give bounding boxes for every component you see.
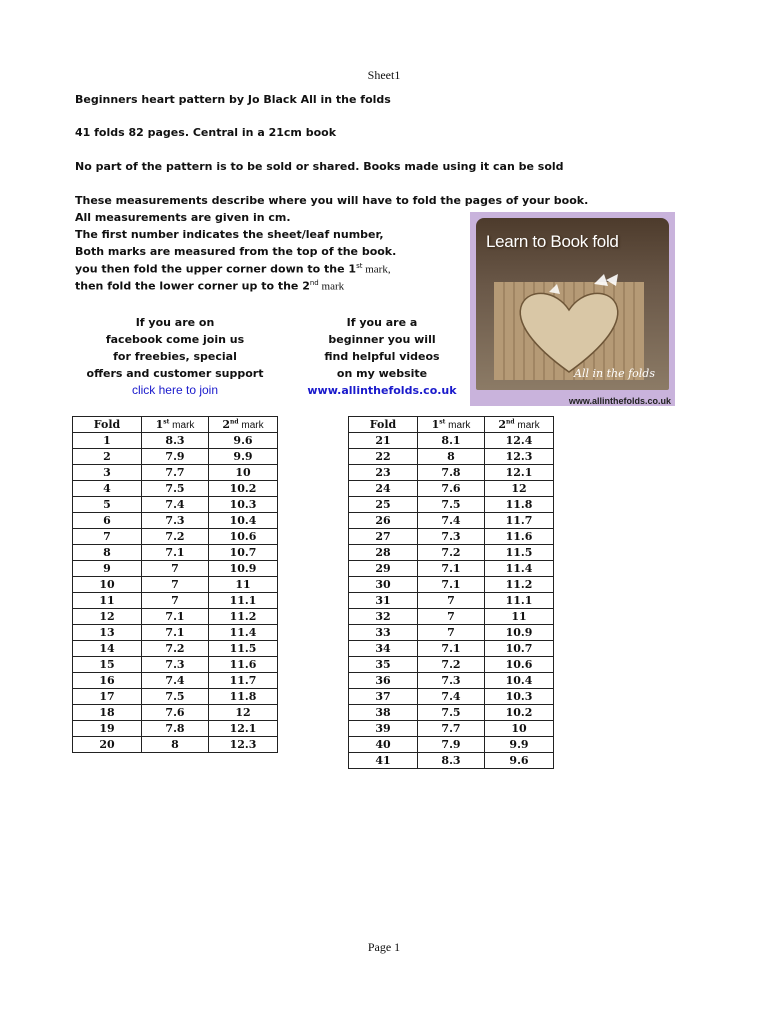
second-mark-cell: 10	[209, 465, 278, 481]
second-mark-cell: 10.7	[485, 641, 554, 657]
second-mark-cell: 11.8	[485, 497, 554, 513]
second-mark-cell: 11.6	[485, 529, 554, 545]
fold-number-cell: 17	[73, 689, 142, 705]
facebook-promo-line: If you are on	[135, 316, 215, 329]
page-number: Page 1	[367, 940, 401, 954]
table-row	[349, 721, 554, 737]
website-link[interactable]: www.allinthefolds.co.uk	[307, 384, 457, 397]
first-mark-sup: st	[163, 418, 170, 426]
second-mark-cell: 12	[209, 705, 278, 721]
website-promo-line: beginner you will	[328, 333, 436, 346]
fold-table-left-body	[73, 433, 278, 753]
fold-number-cell: 10	[73, 577, 142, 593]
first-mark-cell: 7.3	[418, 673, 485, 689]
first-mark-cell: 8.1	[418, 433, 485, 449]
fold-number-cell: 1	[73, 433, 142, 449]
fold-number-cell: 18	[73, 705, 142, 721]
second-mark-cell: 9.6	[209, 433, 278, 449]
facebook-promo-line: for freebies, special	[113, 350, 237, 363]
first-mark-cell: 8.3	[142, 433, 209, 449]
step-lower-text: then fold the lower corner up to the 2	[75, 279, 310, 293]
second-mark-column-header	[209, 417, 278, 433]
table-row	[349, 625, 554, 641]
second-mark-cell: 10	[485, 721, 554, 737]
first-mark-cell: 7	[418, 593, 485, 609]
website-promo-line: find helpful videos	[324, 350, 440, 363]
second-mark-cell: 9.9	[485, 737, 554, 753]
second-mark-cell: 9.9	[209, 449, 278, 465]
fold-table-right	[348, 416, 554, 769]
second-mark-cell: 11.4	[485, 561, 554, 577]
second-mark-num: 2	[498, 418, 507, 431]
first-mark-cell: 7.5	[418, 497, 485, 513]
table-row	[73, 465, 278, 481]
table-row	[73, 641, 278, 657]
step-upper-post: mark,	[362, 263, 391, 276]
fold-number-cell: 38	[349, 705, 418, 721]
table-row	[73, 609, 278, 625]
fold-number-cell: 40	[349, 737, 418, 753]
first-mark-cell: 7.4	[142, 497, 209, 513]
website-promo	[302, 314, 462, 399]
fold-number-cell: 28	[349, 545, 418, 561]
first-mark-cell: 8.3	[418, 753, 485, 769]
fold-number-cell: 7	[73, 529, 142, 545]
second-mark-cell: 11.2	[209, 609, 278, 625]
first-mark-cell: 7.9	[418, 737, 485, 753]
first-mark-word: mark	[445, 420, 471, 431]
first-mark-cell: 7.7	[418, 721, 485, 737]
table-row	[73, 721, 278, 737]
table-row	[73, 497, 278, 513]
second-mark-cell: 11	[209, 577, 278, 593]
table-row	[349, 513, 554, 529]
first-mark-cell: 7.4	[418, 513, 485, 529]
fold-number-cell: 2	[73, 449, 142, 465]
fold-number-cell: 31	[349, 593, 418, 609]
step-lower-sup: nd	[309, 279, 319, 287]
first-mark-cell: 7.7	[142, 465, 209, 481]
table-header-row	[73, 417, 278, 433]
second-mark-cell: 11.4	[209, 625, 278, 641]
table-row	[73, 561, 278, 577]
instruction-line: The first number indicates the sheet/leaf number,	[75, 228, 384, 241]
first-mark-column-header	[418, 417, 485, 433]
fold-table-left	[72, 416, 278, 753]
table-row	[73, 625, 278, 641]
second-mark-word: mark	[514, 420, 540, 431]
fold-number-cell: 35	[349, 657, 418, 673]
fold-number-cell: 29	[349, 561, 418, 577]
facebook-join-link[interactable]: click here to join	[131, 383, 219, 397]
table-row	[349, 545, 554, 561]
second-mark-cell: 12	[485, 481, 554, 497]
first-mark-cell: 7.1	[418, 577, 485, 593]
instruction-line: All measurements are given in cm.	[75, 211, 291, 224]
table-row	[349, 529, 554, 545]
table-row	[73, 433, 278, 449]
second-mark-cell: 11.6	[209, 657, 278, 673]
promo-image-banner: Learn to Book fold	[486, 232, 619, 251]
second-mark-cell: 12.1	[485, 465, 554, 481]
first-mark-word: mark	[169, 420, 195, 431]
table-row	[73, 705, 278, 721]
fold-column-header: Fold	[73, 417, 142, 433]
second-mark-column-header	[485, 417, 554, 433]
second-mark-cell: 11.5	[209, 641, 278, 657]
second-mark-sup: nd	[230, 418, 239, 426]
second-mark-cell: 9.6	[485, 753, 554, 769]
fold-number-cell: 15	[73, 657, 142, 673]
fold-number-cell: 23	[349, 465, 418, 481]
fold-number-cell: 3	[73, 465, 142, 481]
first-mark-cell: 7.4	[418, 689, 485, 705]
first-mark-cell: 7.9	[142, 449, 209, 465]
fold-number-cell: 14	[73, 641, 142, 657]
table-row	[349, 641, 554, 657]
fold-table-right-body	[349, 433, 554, 769]
first-mark-cell: 7	[418, 625, 485, 641]
table-row	[73, 593, 278, 609]
fold-number-cell: 36	[349, 673, 418, 689]
second-mark-cell: 12.4	[485, 433, 554, 449]
first-mark-num: 1	[431, 418, 440, 431]
website-promo-line: If you are a	[346, 316, 418, 329]
first-mark-cell: 7.1	[142, 545, 209, 561]
second-mark-cell: 10.7	[209, 545, 278, 561]
fold-number-cell: 13	[73, 625, 142, 641]
folded-book-heart-icon	[494, 262, 644, 380]
table-row	[73, 545, 278, 561]
fold-number-cell: 26	[349, 513, 418, 529]
fold-number-cell: 5	[73, 497, 142, 513]
table-row	[349, 465, 554, 481]
first-mark-cell: 7.5	[418, 705, 485, 721]
first-mark-cell: 7.1	[142, 609, 209, 625]
promo-image-script: All in the folds	[574, 367, 655, 380]
fold-number-cell: 27	[349, 529, 418, 545]
fold-column-header: Fold	[349, 417, 418, 433]
first-mark-cell: 7	[142, 561, 209, 577]
second-mark-cell: 10.6	[485, 657, 554, 673]
table-row	[349, 673, 554, 689]
second-mark-cell: 10.4	[209, 513, 278, 529]
table-row	[73, 449, 278, 465]
first-mark-cell: 7	[418, 609, 485, 625]
table-row	[349, 449, 554, 465]
first-mark-cell: 7	[142, 577, 209, 593]
fold-number-cell: 24	[349, 481, 418, 497]
second-mark-cell: 11.1	[485, 593, 554, 609]
table-row	[349, 561, 554, 577]
table-row	[349, 705, 554, 721]
first-mark-num: 1	[155, 418, 164, 431]
first-mark-cell: 7.5	[142, 689, 209, 705]
second-mark-cell: 10.2	[485, 705, 554, 721]
facebook-promo-line: offers and customer support	[86, 367, 264, 380]
first-mark-sup: st	[439, 418, 446, 426]
table-row	[349, 433, 554, 449]
fold-number-cell: 11	[73, 593, 142, 609]
fold-number-cell: 41	[349, 753, 418, 769]
first-mark-cell: 8	[418, 449, 485, 465]
table-row	[73, 673, 278, 689]
first-mark-cell: 7.4	[142, 673, 209, 689]
second-mark-cell: 11.7	[485, 513, 554, 529]
second-mark-cell: 10.9	[209, 561, 278, 577]
second-mark-cell: 11	[485, 609, 554, 625]
fold-number-cell: 21	[349, 433, 418, 449]
sheet-title: Sheet1	[367, 68, 401, 82]
table-row	[349, 593, 554, 609]
table-row	[349, 609, 554, 625]
second-mark-cell: 11.8	[209, 689, 278, 705]
second-mark-cell: 11.2	[485, 577, 554, 593]
first-mark-cell: 7.1	[142, 625, 209, 641]
first-mark-column-header	[142, 417, 209, 433]
fold-number-cell: 32	[349, 609, 418, 625]
second-mark-cell: 10.6	[209, 529, 278, 545]
fold-number-cell: 9	[73, 561, 142, 577]
table-row	[73, 529, 278, 545]
copyright-notice: No part of the pattern is to be sold or shared. Books made using it can be sold	[75, 160, 564, 173]
table-row	[349, 737, 554, 753]
pattern-title: Beginners heart pattern by Jo Black All in the folds	[75, 93, 391, 106]
first-mark-cell: 7.2	[418, 657, 485, 673]
fold-number-cell: 22	[349, 449, 418, 465]
table-row	[349, 577, 554, 593]
table-row	[73, 577, 278, 593]
second-mark-cell: 10.4	[485, 673, 554, 689]
first-mark-cell: 7.8	[418, 465, 485, 481]
table-row	[349, 657, 554, 673]
table-row	[73, 689, 278, 705]
fold-number-cell: 4	[73, 481, 142, 497]
first-mark-cell: 7.3	[418, 529, 485, 545]
table-row	[349, 481, 554, 497]
first-mark-cell: 7.3	[142, 657, 209, 673]
first-mark-cell: 7.2	[142, 641, 209, 657]
step-lower-post: mark	[318, 280, 345, 293]
instruction-step-upper	[75, 262, 391, 276]
step-upper-text: you then fold the upper corner down to the 1	[75, 262, 357, 276]
promo-image[interactable]	[470, 212, 675, 406]
second-mark-cell: 11.5	[485, 545, 554, 561]
fold-number-cell: 37	[349, 689, 418, 705]
facebook-promo-line: facebook come join us	[105, 333, 245, 346]
fold-number-cell: 39	[349, 721, 418, 737]
table-row	[349, 753, 554, 769]
first-mark-cell: 7.3	[142, 513, 209, 529]
second-mark-word: mark	[238, 420, 264, 431]
second-mark-sup: nd	[506, 418, 515, 426]
fold-number-cell: 12	[73, 609, 142, 625]
first-mark-cell: 8	[142, 737, 209, 753]
second-mark-cell: 12.3	[485, 449, 554, 465]
fold-number-cell: 16	[73, 673, 142, 689]
first-mark-cell: 7.5	[142, 481, 209, 497]
fold-number-cell: 30	[349, 577, 418, 593]
promo-image-url: www.allinthefolds.co.uk	[568, 396, 671, 406]
table-row	[73, 513, 278, 529]
second-mark-cell: 10.2	[209, 481, 278, 497]
fold-number-cell: 6	[73, 513, 142, 529]
second-mark-cell: 10.3	[209, 497, 278, 513]
folds-info: 41 folds 82 pages. Central in a 21cm book	[75, 126, 337, 139]
first-mark-cell: 7.6	[418, 481, 485, 497]
second-mark-cell: 10.3	[485, 689, 554, 705]
first-mark-cell: 7.2	[418, 545, 485, 561]
second-mark-cell: 12.3	[209, 737, 278, 753]
fold-number-cell: 8	[73, 545, 142, 561]
table-row	[73, 481, 278, 497]
first-mark-cell: 7	[142, 593, 209, 609]
fold-number-cell: 25	[349, 497, 418, 513]
first-mark-cell: 7.1	[418, 561, 485, 577]
first-mark-cell: 7.8	[142, 721, 209, 737]
fold-number-cell: 33	[349, 625, 418, 641]
fold-number-cell: 34	[349, 641, 418, 657]
step-upper-sup: st	[356, 262, 363, 270]
table-row	[349, 497, 554, 513]
fold-number-cell: 20	[73, 737, 142, 753]
first-mark-cell: 7.6	[142, 705, 209, 721]
second-mark-cell: 10.9	[485, 625, 554, 641]
table-row	[73, 737, 278, 753]
second-mark-cell: 12.1	[209, 721, 278, 737]
table-header-row	[349, 417, 554, 433]
second-mark-num: 2	[222, 418, 231, 431]
second-mark-cell: 11.7	[209, 673, 278, 689]
table-row	[349, 689, 554, 705]
first-mark-cell: 7.1	[418, 641, 485, 657]
facebook-promo	[75, 314, 275, 399]
instruction-step-lower	[75, 279, 344, 293]
promo-image-photo	[476, 218, 669, 390]
table-row	[73, 657, 278, 673]
website-promo-line: on my website	[336, 367, 428, 380]
instruction-line: These measurements describe where you will have to fold the pages of your book.	[75, 194, 589, 207]
second-mark-cell: 11.1	[209, 593, 278, 609]
first-mark-cell: 7.2	[142, 529, 209, 545]
fold-number-cell: 19	[73, 721, 142, 737]
instruction-line: Both marks are measured from the top of the book.	[75, 245, 397, 258]
